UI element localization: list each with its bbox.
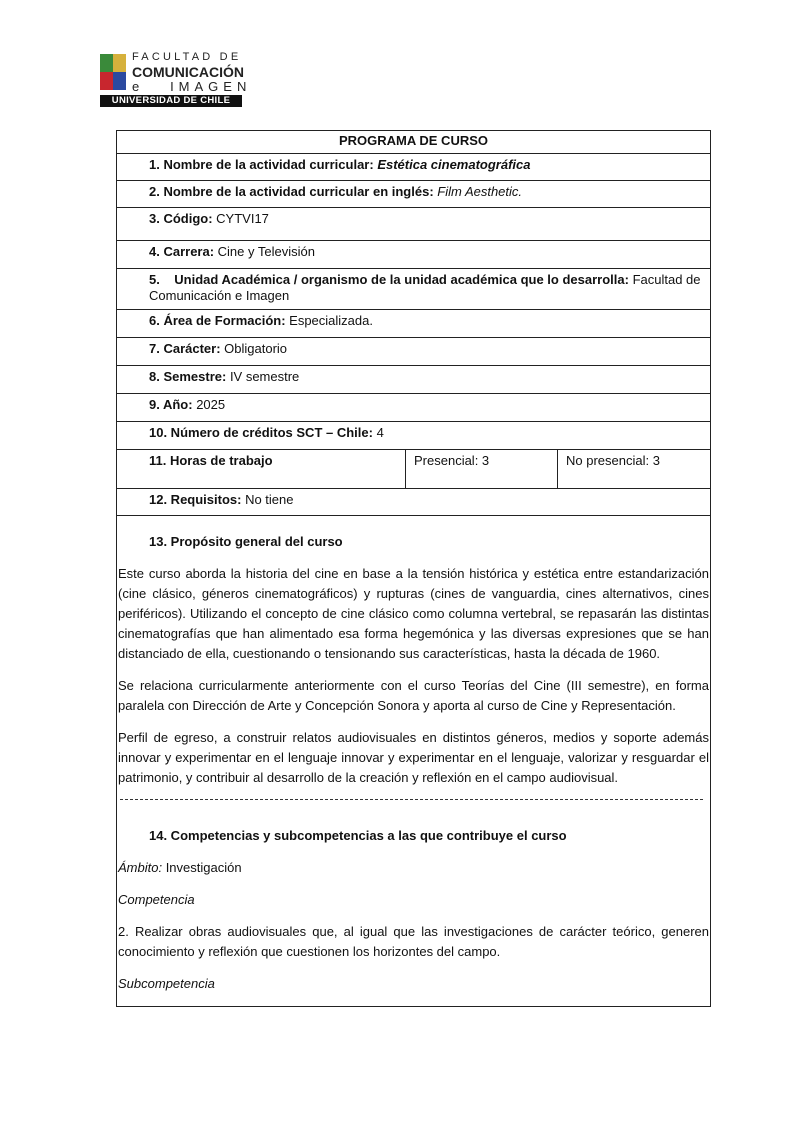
hours-label: 11. Horas de trabajo <box>117 450 406 489</box>
faculty-logo: FACULTAD DE COMUNICACIÓN e IMAGEN UNIVERSIDAD DE CHILE <box>98 46 244 108</box>
table-title: PROGRAMA DE CURSO <box>117 131 711 154</box>
row-area: 6. Área de Formación: Especializada. <box>117 310 711 338</box>
purpose-paragraph-1: Este curso aborda la historia del cine en base a la tensión histórica y estética entre estandarización (cine clásico, géneros cinematográficos) y rupturas (cines de vanguardia, cines alternativos, cines periféricos). Utilizando el concepto de cine clásico como columna vertebral, se repasarán las distintas cinematografías que han alimentado esa forma hegemónica y las diversas expresiones que se han distanciado de ella, cuestionando o tensionando sus características, hasta la década de 1960. <box>118 566 709 661</box>
ambito: Ámbito: Investigación <box>118 860 242 875</box>
subcompetencia-label: Subcompetencia <box>118 976 215 991</box>
purpose-paragraph-3: Perfil de egreso, a construir relatos audiovisuales en distintos géneros, medios y soporte además innovar y experimentar en el lenguaje innovar y experimentar en el lenguaje, valorizar y resguardar el patrimonio, y contribuir al desarrollo de la creación y reflexión en el campo audiovisual. <box>118 730 709 785</box>
section-purpose-competencies <box>117 516 711 1007</box>
row-name: 1. Nombre de la actividad curricular: Estética cinematográfica <box>117 154 711 181</box>
course-program-table <box>116 130 711 1007</box>
university-shield-icon <box>100 54 126 90</box>
competencia-label: Competencia <box>118 892 195 907</box>
row-career: 4. Carrera: Cine y Televisión <box>117 241 711 269</box>
row-character: 7. Carácter: Obligatorio <box>117 338 711 366</box>
hours-presencial: Presencial: 3 <box>406 450 558 489</box>
row-year: 9. Año: 2025 <box>117 394 711 422</box>
row-requirements: 12. Requisitos: No tiene <box>117 489 711 516</box>
row-name-english: 2. Nombre de la actividad curricular en inglés: Film Aesthetic. <box>117 181 711 208</box>
row-credits: 10. Número de créditos SCT – Chile: 4 <box>117 422 711 450</box>
section-13-heading: 13. Propósito general del curso <box>149 534 343 549</box>
row-code: 3. Código: CYTVI17 <box>117 208 711 241</box>
row-unit: 5. Unidad Académica / organismo de la unidad académica que lo desarrolla: Facultad de Comunicación e Imagen <box>117 269 711 310</box>
competencia-2: 2. Realizar obras audiovisuales que, al igual que las investigaciones de carácter teórico, generen conocimiento y reflexión que cuestionen los horizontes del campo. <box>118 924 709 959</box>
purpose-paragraph-2: Se relaciona curricularmente anteriormente con el curso Teorías del Cine (III semestre), en forma paralela con Dirección de Arte y Concepción Sonora y aporta al curso de Cine y Representación. <box>118 678 709 713</box>
separator-line <box>120 788 703 800</box>
row-semester: 8. Semestre: IV semestre <box>117 366 711 394</box>
hours-no-presencial: No presencial: 3 <box>558 450 711 489</box>
section-14-heading: 14. Competencias y subcompetencias a las que contribuye el curso <box>149 828 567 843</box>
